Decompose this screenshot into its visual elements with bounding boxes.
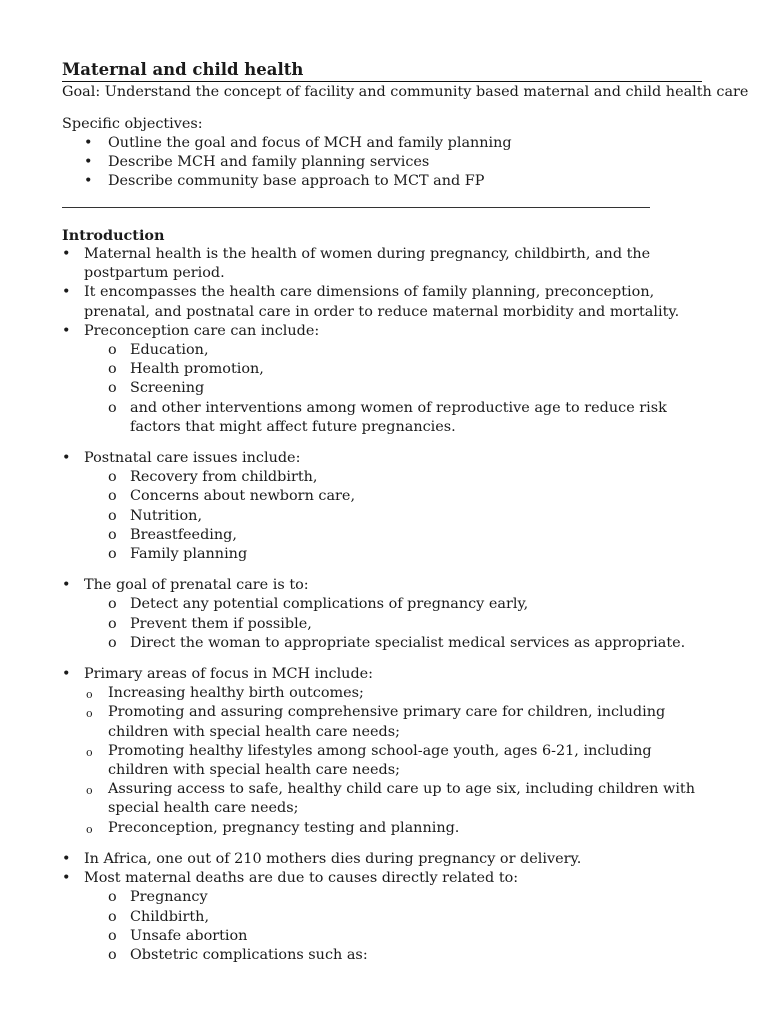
sub-bullet-item: o Obstetric complications such as:	[62, 946, 712, 965]
objective-item: • Describe MCH and family planning services	[108, 153, 708, 172]
objective-item: • Outline the goal and focus of MCH and family planning	[108, 134, 708, 153]
sub-bullet-item: o Education,	[62, 341, 712, 360]
bullet-item: • It encompasses the health care dimensions of family planning, preconception, prenatal, and postnatal care in order to reduce maternal morbidity and mortality.	[62, 283, 712, 321]
sub-bullet-item: o Pregnancy	[62, 888, 712, 907]
sub-bullet-item: o Detect any potential complications of pregnancy early,	[62, 595, 712, 614]
sub-bullet-item: o Unsafe abortion	[62, 927, 712, 946]
bullet-item: • In Africa, one out of 210 mothers dies during pregnancy or delivery.	[62, 850, 712, 869]
introduction-heading: Introduction	[62, 227, 165, 244]
bullet-item: • Postnatal care issues include:	[62, 449, 712, 468]
introduction-content	[62, 245, 712, 965]
sub-bullet-item: o Promoting and assuring comprehensive primary care for children, including children with special health care needs;	[62, 703, 712, 741]
sub-bullet-item: o Assuring access to safe, healthy child care up to age six, including children with special health care needs;	[62, 780, 712, 818]
objective-item: • Describe community base approach to MCT and FP	[108, 172, 708, 191]
goal-statement: Goal: Understand the concept of facility and community based maternal and child health care	[62, 84, 749, 100]
document-title: Maternal and child health	[62, 59, 702, 82]
sub-bullet-item: o and other interventions among women of reproductive age to reduce risk factors that might affect future pregnancies.	[62, 399, 712, 437]
bullet-item: • Maternal health is the health of women during pregnancy, childbirth, and the postpartum period.	[62, 245, 712, 283]
section-divider	[62, 207, 650, 208]
sub-bullet-item: o Health promotion,	[62, 360, 712, 379]
sub-bullet-item: o Prevent them if possible,	[62, 615, 712, 634]
objectives-list	[108, 134, 708, 192]
bullet-item: • Most maternal deaths are due to causes directly related to:	[62, 869, 712, 888]
objectives-label: Specific objectives:	[62, 116, 203, 132]
sub-bullet-item: o Nutrition,	[62, 507, 712, 526]
sub-bullet-item: o Screening	[62, 379, 712, 398]
bullet-item: • Preconception care can include:	[62, 322, 712, 341]
sub-bullet-item: o Increasing healthy birth outcomes;	[62, 684, 712, 703]
sub-bullet-item: o Childbirth,	[62, 908, 712, 927]
sub-bullet-item: o Direct the woman to appropriate specialist medical services as appropriate.	[62, 634, 712, 653]
bullet-item: • Primary areas of focus in MCH include:	[62, 665, 712, 684]
bullet-item: • The goal of prenatal care is to:	[62, 576, 712, 595]
sub-bullet-item: o Breastfeeding,	[62, 526, 712, 545]
sub-bullet-item: o Preconception, pregnancy testing and planning.	[62, 819, 712, 838]
sub-bullet-item: o Concerns about newborn care,	[62, 487, 712, 506]
sub-bullet-item: o Promoting healthy lifestyles among school-age youth, ages 6-21, including children with special health care needs;	[62, 742, 712, 780]
sub-bullet-item: o Family planning	[62, 545, 712, 564]
sub-bullet-item: o Recovery from childbirth,	[62, 468, 712, 487]
